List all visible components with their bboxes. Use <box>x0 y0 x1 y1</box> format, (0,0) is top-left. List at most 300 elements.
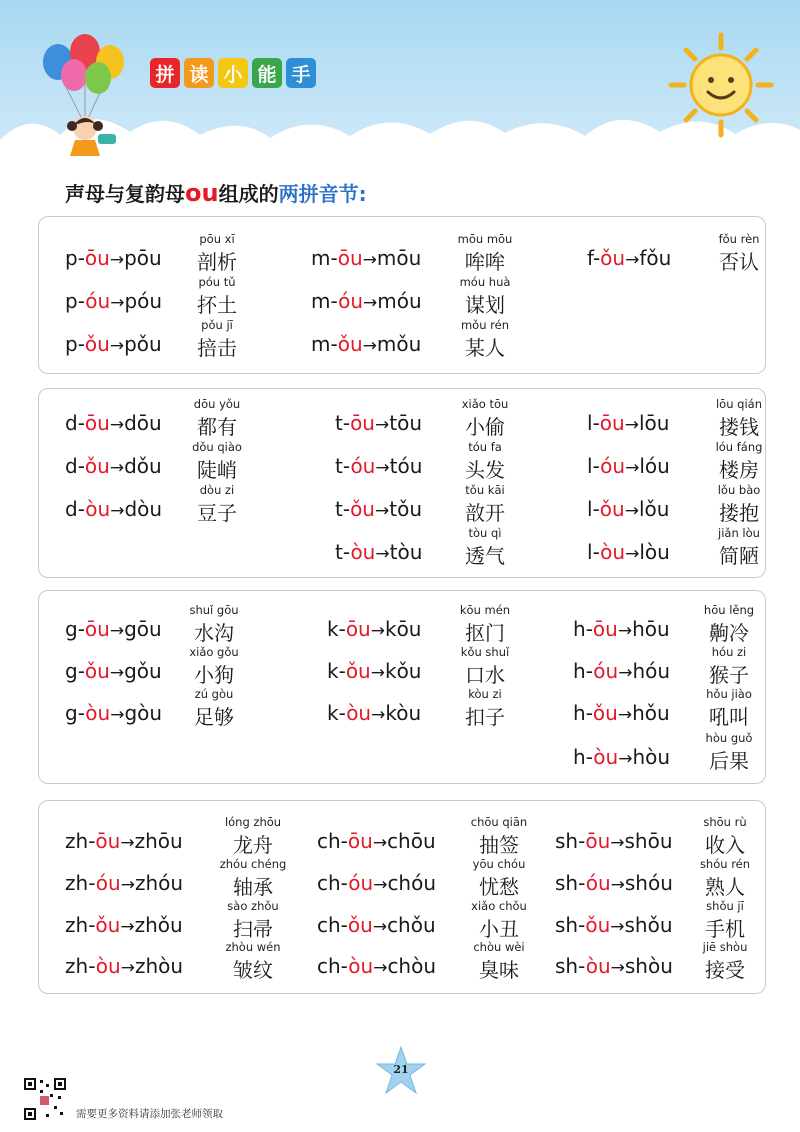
arrow-icon: → <box>610 958 625 978</box>
word-pinyin: kōu mén <box>459 603 511 617</box>
syllable-equation <box>65 332 162 356</box>
word-chinese: 抠门 <box>465 621 505 645</box>
arrow-icon: → <box>362 250 377 270</box>
syllable-equation <box>65 246 162 270</box>
final-rime: ōu <box>599 411 625 435</box>
final-rime: ōu <box>347 829 373 853</box>
arrow-icon: → <box>610 917 625 937</box>
syllable: kǒu <box>384 659 422 683</box>
word-pinyin: xiǎo chǒu <box>471 899 527 913</box>
arrow-icon: → <box>370 663 385 683</box>
arrow-icon: → <box>109 336 125 356</box>
syllable: tóu <box>389 454 423 478</box>
word-chinese: 小狗 <box>194 663 234 687</box>
final-rime: òu <box>95 954 121 978</box>
initial: sh <box>555 954 579 978</box>
arrow-icon: → <box>374 415 390 435</box>
final-rime: òu <box>593 745 619 769</box>
dash: - <box>338 701 347 725</box>
arrow-icon: → <box>110 293 125 313</box>
dash: - <box>77 246 85 270</box>
arrow-icon: → <box>375 544 390 564</box>
syllable-equation <box>555 913 673 937</box>
final-rime: ǒu <box>84 659 110 683</box>
arrow-icon: → <box>618 663 633 683</box>
final-rime: ǒu <box>347 913 373 937</box>
final-rime: òu <box>585 954 611 978</box>
word-pinyin: chòu wèi <box>473 940 525 954</box>
syllable-equation <box>587 497 669 521</box>
syllable: hòu <box>632 745 671 769</box>
dash: - <box>340 871 349 895</box>
syllable-equation <box>311 246 421 270</box>
syllable-equation <box>335 454 422 478</box>
initial: zh <box>65 954 89 978</box>
arrow-icon: → <box>624 415 639 435</box>
arrow-icon: → <box>362 336 377 356</box>
final-rime: óu <box>85 289 111 313</box>
final-rime: ōu <box>84 246 110 270</box>
word-pinyin: sào zhǒu <box>227 899 279 913</box>
syllable-equation <box>573 745 670 769</box>
dash: - <box>578 913 586 937</box>
arrow-icon: → <box>617 621 633 641</box>
dash: - <box>585 745 594 769</box>
word-chinese: 小丑 <box>479 917 519 941</box>
final-rime: ōu <box>84 411 110 435</box>
syllable: chòu <box>387 954 437 978</box>
word-pinyin: mōu mōu <box>457 232 513 246</box>
group-box-zhchsh <box>38 800 766 994</box>
word-chinese: 剖析 <box>197 250 237 274</box>
syllable-equation <box>335 540 422 564</box>
word-pinyin: kǒu shuǐ <box>460 645 510 659</box>
dash: - <box>585 659 594 683</box>
syllable-equation <box>317 829 436 853</box>
title-char: 读 <box>184 58 214 88</box>
word-chinese: 轴承 <box>233 875 273 899</box>
final-rime: ǒu <box>350 497 375 521</box>
syllable: shǒu <box>624 913 673 937</box>
word-pinyin: lóu fáng <box>715 440 763 454</box>
dash: - <box>77 454 85 478</box>
title-char: 手 <box>286 58 316 88</box>
word-chinese: 某人 <box>465 336 505 360</box>
dash: - <box>77 701 86 725</box>
dash: - <box>585 701 593 725</box>
dash: - <box>342 454 351 478</box>
arrow-icon: → <box>372 833 388 853</box>
final-rime: óu <box>338 289 363 313</box>
syllable: fǒu <box>639 246 672 270</box>
initial: h <box>573 659 586 683</box>
syllable: lòu <box>639 540 670 564</box>
initial: k <box>327 659 339 683</box>
syllable-equation <box>65 954 183 978</box>
syllable: póu <box>124 289 163 313</box>
subtitle-text-3: 两拼音节: <box>278 182 367 206</box>
arrow-icon: → <box>610 875 625 895</box>
dash: - <box>77 617 85 641</box>
word-chinese: 否认 <box>719 250 759 274</box>
arrow-icon: → <box>373 875 388 895</box>
syllable-equation <box>555 829 673 853</box>
word-pinyin: shǒu jī <box>706 899 744 913</box>
page-number: 21 <box>393 1063 409 1076</box>
final-rime: ǒu <box>345 659 371 683</box>
arrow-icon: → <box>109 663 125 683</box>
final-rime: òu <box>350 540 376 564</box>
title-char: 能 <box>252 58 282 88</box>
page-title <box>150 58 316 88</box>
word-pinyin: tóu fa <box>468 440 502 454</box>
syllable-equation <box>311 289 422 313</box>
word-pinyin: dōu yǒu <box>193 397 241 411</box>
initial: l <box>587 411 593 435</box>
final-rime: ōu <box>345 617 371 641</box>
final-rime: ōu <box>350 411 375 435</box>
word-pinyin: móu huà <box>459 275 511 289</box>
syllable: shōu <box>624 829 673 853</box>
initial: zh <box>65 871 89 895</box>
word-chinese: 陡峭 <box>197 458 237 482</box>
dash: - <box>342 411 351 435</box>
initial: g <box>65 617 78 641</box>
word-pinyin: yōu chóu <box>472 857 526 871</box>
arrow-icon: → <box>610 833 625 853</box>
word-chinese: 皱纹 <box>233 958 273 982</box>
final-rime: óu <box>95 871 121 895</box>
arrow-icon: → <box>625 458 640 478</box>
initial: d <box>65 411 78 435</box>
initial: t <box>335 454 343 478</box>
syllable-equation <box>587 454 670 478</box>
final-rime: ǒu <box>84 332 110 356</box>
arrow-icon: → <box>110 501 125 521</box>
word-chinese: 熟人 <box>705 875 745 899</box>
word-chinese: 忧愁 <box>479 875 519 899</box>
initial: p <box>65 246 78 270</box>
word-chinese: 搂抱 <box>719 501 759 525</box>
word-pinyin: fǒu rèn <box>718 232 760 246</box>
syllable: shóu <box>624 871 673 895</box>
syllable: dōu <box>124 411 162 435</box>
syllable: mǒu <box>376 332 422 356</box>
dash: - <box>585 617 593 641</box>
syllable-equation <box>65 289 162 313</box>
arrow-icon: → <box>120 875 135 895</box>
final-rime: ǒu <box>95 913 121 937</box>
final-rime: ǒu <box>84 454 110 478</box>
final-rime: óu <box>350 454 376 478</box>
word-pinyin: jiǎn lòu <box>718 526 760 540</box>
arrow-icon: → <box>120 833 135 853</box>
syllable: kōu <box>384 617 422 641</box>
word-chinese: 敨开 <box>465 501 505 525</box>
word-chinese: 扫帚 <box>233 917 273 941</box>
sun-icon <box>666 30 776 140</box>
word-chinese: 手机 <box>705 917 745 941</box>
dash: - <box>88 871 96 895</box>
syllable-equation <box>65 411 162 435</box>
syllable-equation <box>327 617 421 641</box>
initial: sh <box>555 871 579 895</box>
word-pinyin: dǒu qiào <box>192 440 242 454</box>
word-chinese: 后果 <box>709 749 749 773</box>
subtitle-text-2: 组成的 <box>218 182 279 206</box>
syllable-equation <box>587 540 670 564</box>
group-box-dtl <box>38 388 766 578</box>
dash: - <box>592 246 601 270</box>
arrow-icon: → <box>374 501 390 521</box>
final-rime: òu <box>348 954 374 978</box>
arrow-icon: → <box>120 917 135 937</box>
initial: zh <box>65 829 89 853</box>
initial: f <box>587 246 593 270</box>
word-pinyin: xiǎo tōu <box>461 397 509 411</box>
dash: - <box>578 954 586 978</box>
word-chinese: 抔土 <box>197 293 237 317</box>
dash: - <box>578 829 586 853</box>
arrow-icon: → <box>109 621 125 641</box>
final-rime: òu <box>85 701 111 725</box>
dash: - <box>77 497 86 521</box>
syllable: chóu <box>387 871 437 895</box>
word-pinyin: lōu qián <box>715 397 763 411</box>
initial: d <box>65 454 78 478</box>
arrow-icon: → <box>625 250 640 270</box>
dash: - <box>77 332 85 356</box>
syllable: pōu <box>124 246 162 270</box>
word-pinyin: shuǐ gōu <box>189 603 239 617</box>
dash: - <box>88 913 96 937</box>
syllable: shòu <box>624 954 673 978</box>
syllable-equation <box>65 617 162 641</box>
final-rime: ōu <box>337 246 363 270</box>
syllable: tōu <box>389 411 422 435</box>
initial: g <box>65 659 78 683</box>
initial: t <box>335 540 343 564</box>
initial: m <box>311 289 331 313</box>
word-chinese: 接受 <box>705 958 745 982</box>
word-chinese: 收入 <box>705 833 745 857</box>
dash: - <box>338 659 346 683</box>
syllable-equation <box>327 701 421 725</box>
dash: - <box>338 617 346 641</box>
syllable: tǒu <box>389 497 422 521</box>
syllable-equation <box>555 871 673 895</box>
syllable: chōu <box>387 829 436 853</box>
word-pinyin: hǒu jiào <box>706 687 752 701</box>
dash: - <box>330 332 338 356</box>
arrow-icon: → <box>624 501 639 521</box>
initial: k <box>327 617 339 641</box>
word-pinyin: lóng zhōu <box>224 815 282 829</box>
syllable: móu <box>377 289 422 313</box>
initial: m <box>311 246 331 270</box>
syllable: zhòu <box>134 954 184 978</box>
word-chinese: 哞哞 <box>465 250 505 274</box>
final-rime: óu <box>600 454 626 478</box>
final-rime: ǒu <box>599 497 625 521</box>
initial: l <box>587 454 593 478</box>
arrow-icon: → <box>110 705 125 725</box>
dash: - <box>342 540 351 564</box>
word-chinese: 掊击 <box>197 336 237 360</box>
final-rime: óu <box>585 871 611 895</box>
initial: t <box>335 497 343 521</box>
syllable-equation <box>587 246 671 270</box>
arrow-icon: → <box>372 917 388 937</box>
final-rime: ǒu <box>585 913 611 937</box>
word-pinyin: lǒu bào <box>717 483 761 497</box>
syllable-equation <box>555 954 673 978</box>
dash: - <box>592 454 601 478</box>
word-pinyin: jiē shòu <box>702 940 748 954</box>
syllable-equation <box>311 332 421 356</box>
dash: - <box>88 954 96 978</box>
final-rime: ǒu <box>600 246 626 270</box>
arrow-icon: → <box>375 458 390 478</box>
syllable: zhǒu <box>134 913 183 937</box>
dash: - <box>77 289 86 313</box>
syllable: kòu <box>385 701 422 725</box>
syllable-equation <box>573 617 670 641</box>
final-rime: òu <box>346 701 372 725</box>
syllable: lǒu <box>638 497 670 521</box>
word-chinese: 抽签 <box>479 833 519 857</box>
word-chinese: 臭味 <box>479 958 519 982</box>
dash: - <box>77 659 85 683</box>
syllable: dòu <box>124 497 163 521</box>
initial: h <box>573 745 586 769</box>
final-rime: ǒu <box>337 332 363 356</box>
syllable-equation <box>317 954 436 978</box>
group-box-pmf <box>38 216 766 374</box>
arrow-icon: → <box>120 958 135 978</box>
arrow-icon: → <box>109 250 125 270</box>
syllable: gǒu <box>124 659 162 683</box>
word-pinyin: hōu lěng <box>703 603 755 617</box>
arrow-icon: → <box>363 293 378 313</box>
final-rime: óu <box>348 871 374 895</box>
word-pinyin: xiǎo gǒu <box>189 645 239 659</box>
arrow-icon: → <box>370 621 385 641</box>
section-subtitle <box>65 178 367 207</box>
word-pinyin: dòu zi <box>199 483 235 497</box>
syllable-equation <box>317 871 436 895</box>
word-pinyin: pǒu jī <box>201 318 233 332</box>
syllable: zhōu <box>134 829 183 853</box>
arrow-icon: → <box>371 705 386 725</box>
word-pinyin: chōu qiān <box>470 815 528 829</box>
dash: - <box>578 871 586 895</box>
syllable: dǒu <box>124 454 162 478</box>
initial: t <box>335 411 343 435</box>
initial: h <box>573 617 586 641</box>
arrow-icon: → <box>109 415 125 435</box>
syllable-equation <box>65 829 183 853</box>
initial: k <box>327 701 339 725</box>
word-pinyin: mǒu rén <box>460 318 510 332</box>
initial: l <box>587 497 593 521</box>
initial: zh <box>65 913 89 937</box>
word-chinese: 豆子 <box>197 501 237 525</box>
subtitle-ou: ou <box>185 179 219 207</box>
syllable-equation <box>65 497 162 521</box>
final-rime: òu <box>85 497 111 521</box>
dash: - <box>330 246 338 270</box>
word-chinese: 口水 <box>465 663 505 687</box>
word-pinyin: zú gòu <box>194 687 234 701</box>
syllable-equation <box>327 659 421 683</box>
syllable: chǒu <box>387 913 436 937</box>
syllable-equation <box>573 701 670 725</box>
word-pinyin: pōu xī <box>199 232 235 246</box>
word-pinyin: póu tǔ <box>198 275 236 289</box>
word-chinese: 楼房 <box>719 458 759 482</box>
dash: - <box>592 411 600 435</box>
word-chinese: 扣子 <box>465 705 505 729</box>
initial: d <box>65 497 78 521</box>
word-pinyin: zhóu chéng <box>219 857 287 871</box>
syllable-equation <box>587 411 669 435</box>
initial: ch <box>317 954 341 978</box>
word-chinese: 吼叫 <box>709 705 749 729</box>
syllable: pǒu <box>124 332 162 356</box>
initial: ch <box>317 913 341 937</box>
title-char: 小 <box>218 58 248 88</box>
title-char: 拼 <box>150 58 180 88</box>
syllable: mōu <box>376 246 422 270</box>
initial: sh <box>555 913 579 937</box>
initial: g <box>65 701 78 725</box>
word-chinese: 头发 <box>465 458 505 482</box>
syllable-equation <box>573 659 670 683</box>
word-chinese: 谋划 <box>465 293 505 317</box>
final-rime: òu <box>600 540 626 564</box>
initial: ch <box>317 829 341 853</box>
final-rime: óu <box>593 659 619 683</box>
syllable-equation <box>65 701 162 725</box>
syllable-equation <box>65 454 162 478</box>
balloon-girl-icon <box>30 30 140 160</box>
group-box-gkh <box>38 590 766 784</box>
syllable-equation <box>335 411 422 435</box>
subtitle-text-1: 声母与复韵母 <box>65 182 185 206</box>
word-chinese: 足够 <box>194 705 234 729</box>
dash: - <box>88 829 96 853</box>
initial: p <box>65 332 78 356</box>
arrow-icon: → <box>617 705 633 725</box>
qr-code-icon <box>22 1076 68 1122</box>
syllable: hǒu <box>632 701 670 725</box>
word-chinese: 齁冷 <box>709 621 749 645</box>
syllable: zhóu <box>134 871 184 895</box>
final-rime: ōu <box>585 829 611 853</box>
footer-note: 需要更多资料请添加张老师领取 <box>76 1108 223 1120</box>
final-rime: ǒu <box>592 701 618 725</box>
word-pinyin: tòu qì <box>468 526 502 540</box>
initial: m <box>311 332 331 356</box>
syllable: lōu <box>638 411 670 435</box>
word-pinyin: hòu guǒ <box>705 731 753 745</box>
dash: - <box>340 829 348 853</box>
word-chinese: 水沟 <box>194 621 234 645</box>
arrow-icon: → <box>618 749 633 769</box>
final-rime: ōu <box>84 617 110 641</box>
syllable-equation <box>335 497 422 521</box>
